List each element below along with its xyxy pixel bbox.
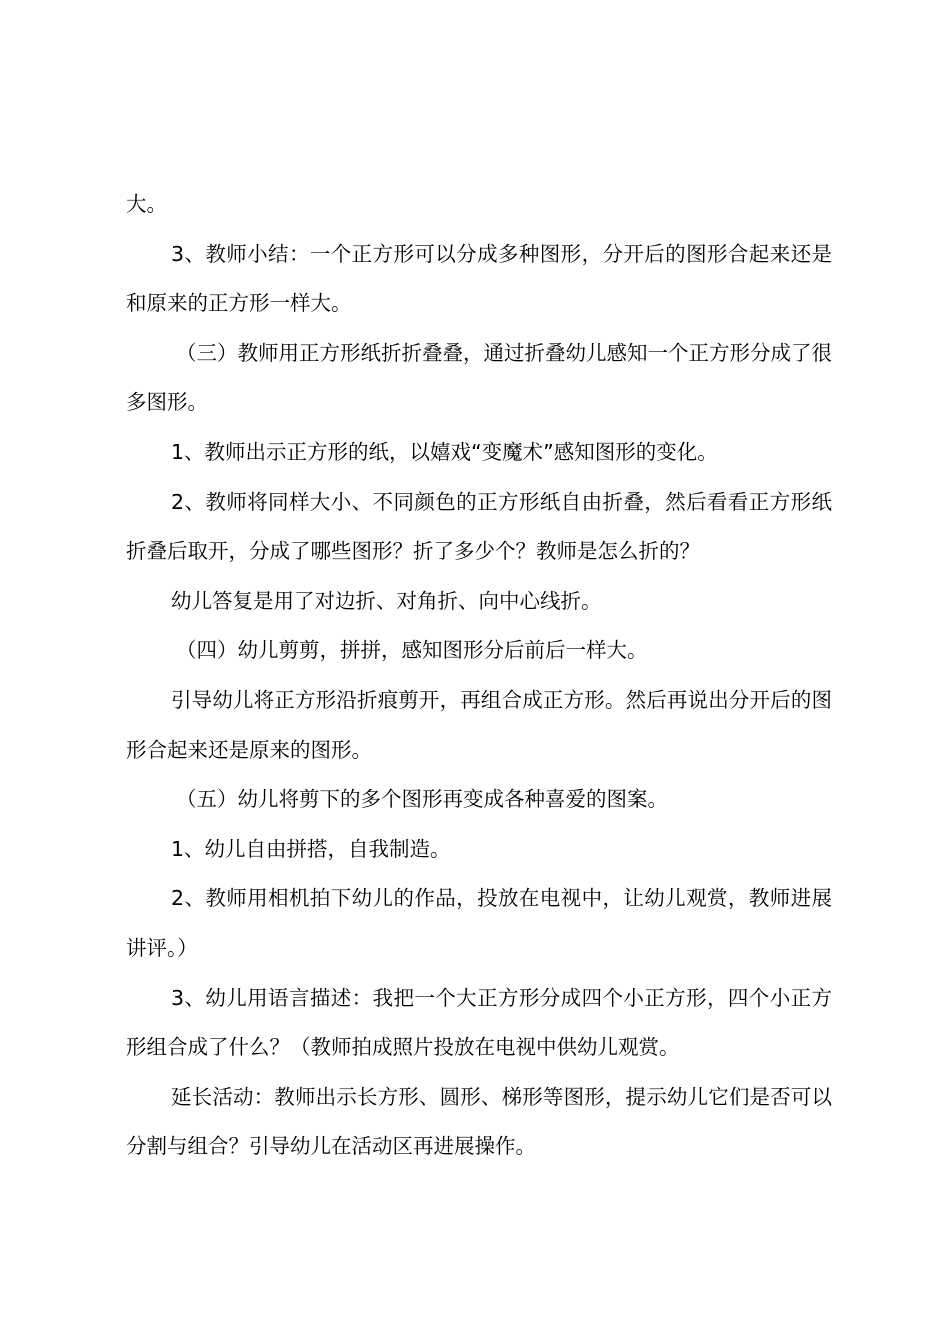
section-heading-three: （三）教师用正方形纸折折叠叠，通过折叠幼儿感知一个正方形分成了很多图形。 — [126, 340, 832, 415]
paragraph-extension-activity: 延长活动：教师出示长方形、圆形、梯形等图形，提示幼儿它们是否可以分割与组合？引导幼儿在活动区再进展操作。 — [126, 1084, 832, 1159]
paragraph-continuation: 大。 — [126, 192, 167, 216]
section-heading-four: （四）幼儿剪剪，拼拼，感知图形分后前后一样大。 — [176, 638, 648, 663]
paragraph-children-answer: 幼儿答复是用了对边折、对角折、向中心线折。 — [171, 588, 602, 613]
paragraph-teacher-summary: 3、教师小结：一个正方形可以分成多种图形，分开后的图形合起来还是和原来的正方形一样大。 — [126, 241, 832, 316]
paragraph-guide-cutting: 引导幼儿将正方形沿折痕剪开，再组合成正方形。然后再说出分开后的图形合起来还是原来的图形。 — [126, 687, 832, 762]
paragraph-step-1-magic: 1、教师出示正方形的纸，以嬉戏“变魔术”感知图形的变化。 — [171, 439, 718, 464]
paragraph-photo-review: 2、教师用相机拍下幼儿的作品，投放在电视中，让幼儿观赏，教师进展讲评。） — [126, 886, 832, 960]
paragraph-step-2-folding: 2、教师将同样大小、不同颜色的正方形纸自由折叠，然后看看正方形纸折叠后取开，分成了哪些图形？折了多少个？教师是怎么折的？ — [126, 489, 832, 564]
paragraph-language-description: 3、幼儿用语言描述：我把一个大正方形分成四个小正方形，四个小正方形组合成了什么？（教师拍成照片投放在电视中供幼儿观赏。 — [126, 985, 832, 1060]
document-body — [126, 180, 832, 1172]
section-heading-five: （五）幼儿将剪下的多个图形再变成各种喜爱的图案。 — [176, 787, 668, 812]
paragraph-free-building: 1、幼儿自由拼搭，自我制造。 — [171, 836, 451, 861]
